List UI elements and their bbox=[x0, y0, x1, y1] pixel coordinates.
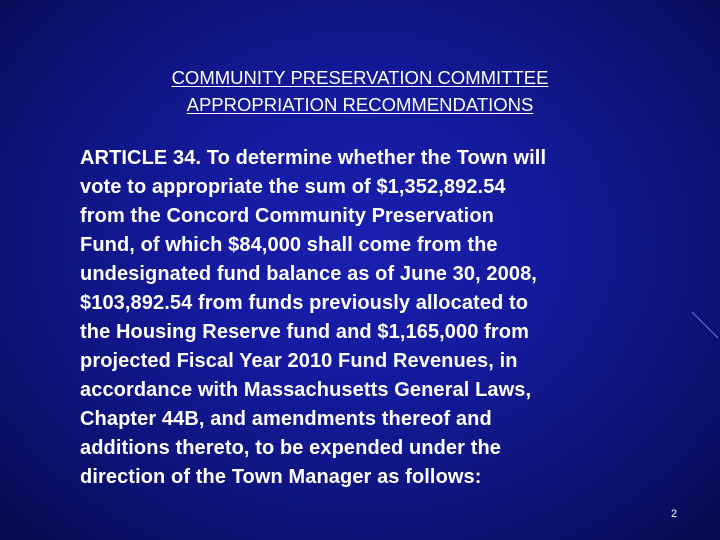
body-line: the Housing Reserve fund and $1,165,000 from bbox=[80, 321, 529, 343]
page-number: 2 bbox=[670, 508, 678, 520]
body-line: direction of the Town Manager as follows: bbox=[80, 466, 482, 488]
decorative-line bbox=[690, 310, 720, 370]
body-line: additions thereto, to be expended under the bbox=[80, 437, 501, 459]
title-line-1: COMMUNITY PRESERVATION COMMITTEE bbox=[171, 67, 549, 88]
article-text bbox=[80, 144, 680, 492]
body-line: from the Concord Community Preservation bbox=[80, 205, 494, 227]
body-line: vote to appropriate the sum of $1,352,892.54 bbox=[80, 176, 506, 198]
title-line-2: APPROPRIATION RECOMMENDATIONS bbox=[186, 94, 534, 115]
body-line: $103,892.54 from funds previously allocated to bbox=[80, 292, 529, 314]
body-line: Chapter 44B, and amendments thereof and bbox=[80, 408, 492, 430]
body-line: ARTICLE 34. To determine whether the Town will bbox=[80, 147, 547, 169]
body-line: Fund, of which $84,000 shall come from the bbox=[80, 234, 498, 256]
body-line: undesignated fund balance as of June 30, 2008, bbox=[80, 263, 537, 285]
body-line: accordance with Massachusetts General Laws, bbox=[80, 379, 532, 401]
body-line: projected Fiscal Year 2010 Fund Revenues, in bbox=[80, 350, 518, 372]
slide-title bbox=[60, 64, 660, 118]
